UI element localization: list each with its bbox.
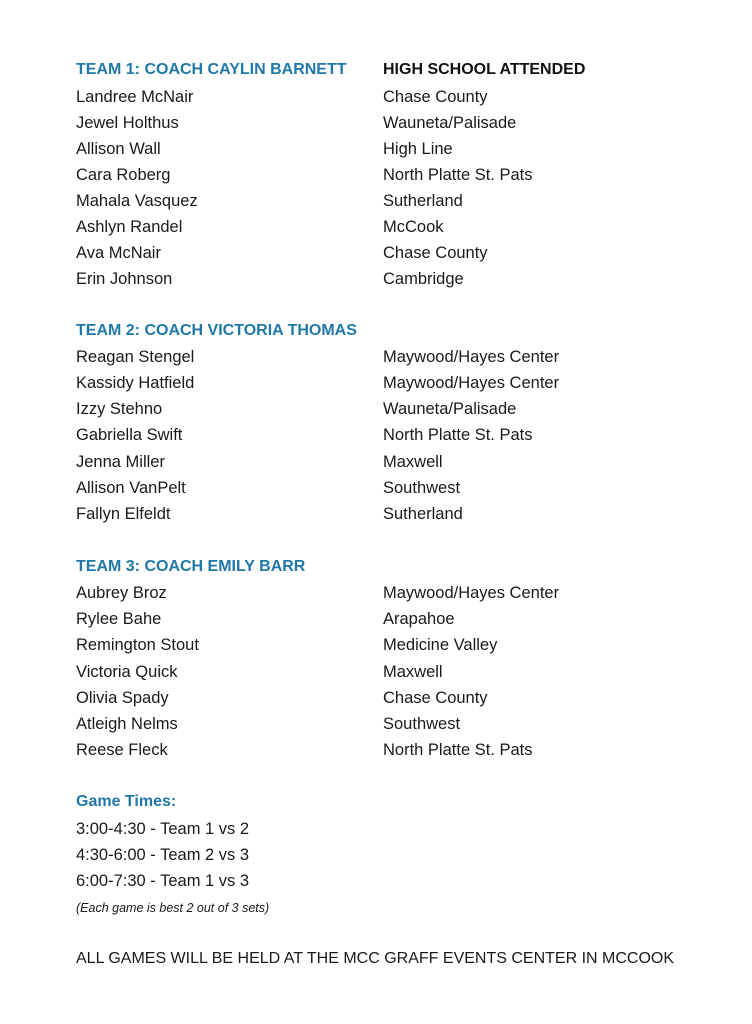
team2-row [76, 370, 716, 396]
player-school: Maxwell [383, 663, 443, 681]
player-name: Landree McNair [76, 88, 194, 106]
player-name: Olivia Spady [76, 689, 169, 707]
game-time: 4:30-6:00 - Team 2 vs 3 [76, 846, 250, 864]
player-name: Gabriella Swift [76, 426, 183, 444]
team3-row [76, 711, 716, 737]
player-school: Southwest [383, 715, 461, 733]
player-name: Mahala Vasquez [76, 192, 198, 210]
player-name: Izzy Stehno [76, 400, 163, 418]
game-format-note: (Each game is best 2 out of 3 sets) [76, 901, 270, 915]
player-school: North Platte St. Pats [383, 741, 533, 759]
player-name: Kassidy Hatfield [76, 374, 195, 392]
player-school: High Line [383, 140, 453, 158]
player-name: Remington Stout [76, 636, 199, 654]
player-name: Erin Johnson [76, 270, 173, 288]
player-name: Jenna Miller [76, 453, 165, 471]
player-name: Fallyn Elfeldt [76, 505, 171, 523]
player-school: Southwest [383, 479, 461, 497]
team1-row [76, 214, 716, 240]
player-school: North Platte St. Pats [383, 426, 533, 444]
player-name: Ashlyn Randel [76, 218, 183, 236]
player-school: Chase County [383, 88, 488, 106]
player-school: McCook [383, 218, 444, 236]
team3-row [76, 659, 716, 685]
player-school: Sutherland [383, 192, 463, 210]
team2-row [76, 449, 716, 475]
player-name: Atleigh Nelms [76, 715, 178, 733]
player-school: Maywood/Hayes Center [383, 374, 560, 392]
team2-row [76, 422, 716, 448]
team1-row [76, 266, 716, 292]
team1-row [76, 188, 716, 214]
player-name: Jewel Holthus [76, 114, 179, 132]
team2-heading: TEAM 2: COACH VICTORIA THOMAS [76, 322, 357, 339]
player-school: Medicine Valley [383, 636, 498, 654]
team1-row [76, 136, 716, 162]
player-name: Rylee Bahe [76, 610, 162, 628]
team1-row [76, 240, 716, 266]
venue-notice: ALL GAMES WILL BE HELD AT THE MCC GRAFF EVENTS CENTER IN MCCOOK [76, 950, 675, 967]
game-time-item [76, 816, 716, 842]
team1-heading: TEAM 1: COACH CAYLIN BARNETT [76, 61, 347, 78]
player-school: Wauneta/Palisade [383, 400, 517, 418]
player-school: Maywood/Hayes Center [383, 348, 560, 366]
game-times-heading: Game Times: [76, 793, 177, 810]
team1-header-row [76, 57, 716, 83]
game-time-item [76, 868, 716, 894]
player-name: Reagan Stengel [76, 348, 195, 366]
school-column-heading: HIGH SCHOOL ATTENDED [383, 61, 586, 78]
team2-row [76, 501, 716, 527]
player-name: Victoria Quick [76, 663, 178, 681]
team3-header-row [76, 554, 716, 580]
player-name: Allison VanPelt [76, 479, 186, 497]
team3-row [76, 685, 716, 711]
player-name: Cara Roberg [76, 166, 171, 184]
player-name: Reese Fleck [76, 741, 168, 759]
team1-row [76, 84, 716, 110]
team2-header-row [76, 318, 716, 344]
team2-row [76, 396, 716, 422]
player-name: Aubrey Broz [76, 584, 167, 602]
team3-row [76, 737, 716, 763]
team3-heading: TEAM 3: COACH EMILY BARR [76, 558, 306, 575]
player-school: Maywood/Hayes Center [383, 584, 560, 602]
player-school: Arapahoe [383, 610, 455, 628]
team2-row [76, 344, 716, 370]
team1-row [76, 110, 716, 136]
game-time: 3:00-4:30 - Team 1 vs 2 [76, 820, 250, 838]
player-school: North Platte St. Pats [383, 166, 533, 184]
team3-row [76, 632, 716, 658]
team1-row [76, 162, 716, 188]
player-school: Chase County [383, 689, 488, 707]
player-name: Ava McNair [76, 244, 161, 262]
player-school: Cambridge [383, 270, 464, 288]
game-time: 6:00-7:30 - Team 1 vs 3 [76, 872, 250, 890]
team3-row [76, 606, 716, 632]
game-times-header-row [76, 789, 716, 815]
player-school: Sutherland [383, 505, 463, 523]
player-school: Chase County [383, 244, 488, 262]
player-school: Maxwell [383, 453, 443, 471]
player-name: Allison Wall [76, 140, 161, 158]
team2-row [76, 475, 716, 501]
team3-row [76, 580, 716, 606]
player-school: Wauneta/Palisade [383, 114, 517, 132]
game-time-item [76, 842, 716, 868]
